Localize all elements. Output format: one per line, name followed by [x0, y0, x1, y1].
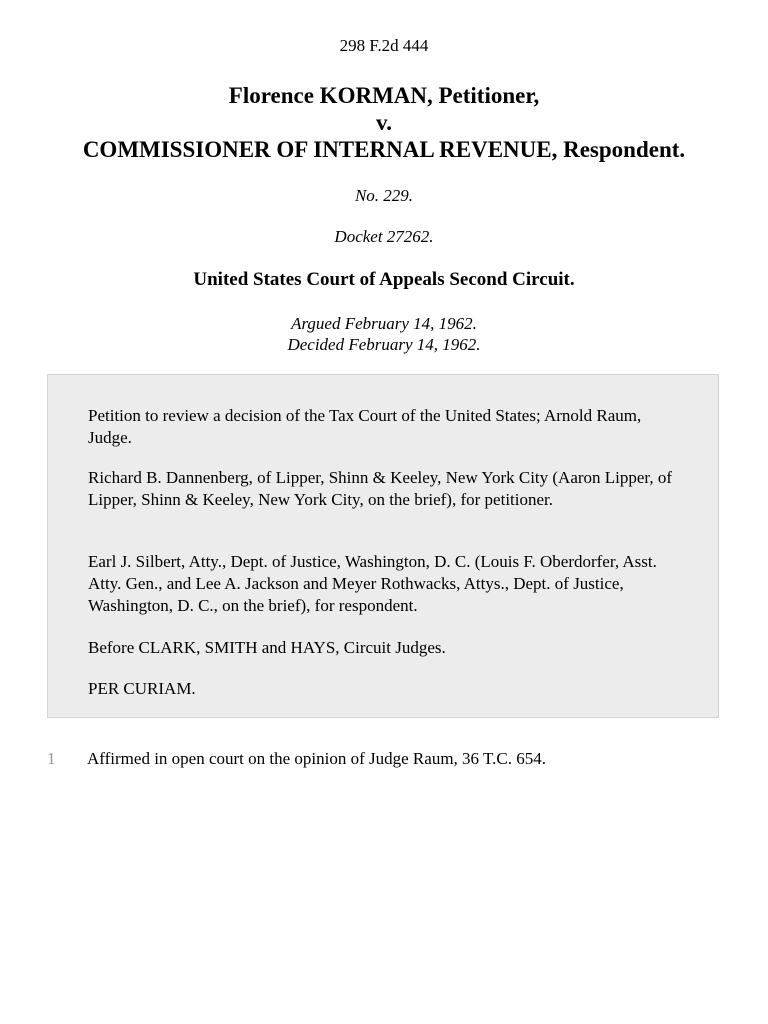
case-title — [0, 82, 768, 163]
case-header-box — [47, 374, 719, 718]
versus-line: v. — [376, 110, 392, 135]
petitioner-line: Florence KORMAN, Petitioner, — [228, 83, 540, 108]
petition-text: Petition to review a decision of the Tax Court of the United States; Arnold Raum, Judge. — [88, 406, 642, 447]
case-number: No. 229. — [354, 186, 414, 205]
per-curiam: PER CURIAM. — [88, 679, 196, 698]
paragraph-number[interactable]: 1 — [47, 749, 56, 768]
judges-line: Before CLARK, SMITH and HAYS, Circuit Judges. — [88, 638, 446, 657]
paragraph-text: Affirmed in open court on the opinion of Judge Raum, 36 T.C. 654. — [87, 749, 546, 768]
counsel-petitioner: Richard B. Dannenberg, of Lipper, Shinn & Keeley, New York City (Aaron Lipper, of Lipper, Shinn & Keeley, New York City, on the brief), for petitioner. — [88, 468, 673, 509]
case-citation: 298 F.2d 444 — [339, 36, 429, 55]
decided-date: Decided February 14, 1962. — [287, 335, 481, 354]
court-name: United States Court of Appeals Second Circuit. — [193, 269, 575, 290]
counsel-respondent: Earl J. Silbert, Atty., Dept. of Justice, Washington, D. C. (Louis F. Oberdorfer, Asst. Atty. Gen., and Lee A. Jackson and Meyer Rothwacks, Attys., Dept. of Justice, Washington, D. C., on the brief), for respondent. — [88, 552, 657, 615]
respondent-line: COMMISSIONER OF INTERNAL REVENUE, Respondent. — [82, 137, 686, 162]
argued-date: Argued February 14, 1962. — [291, 314, 477, 333]
case-dates — [0, 313, 768, 355]
docket-number: Docket 27262. — [334, 227, 434, 246]
